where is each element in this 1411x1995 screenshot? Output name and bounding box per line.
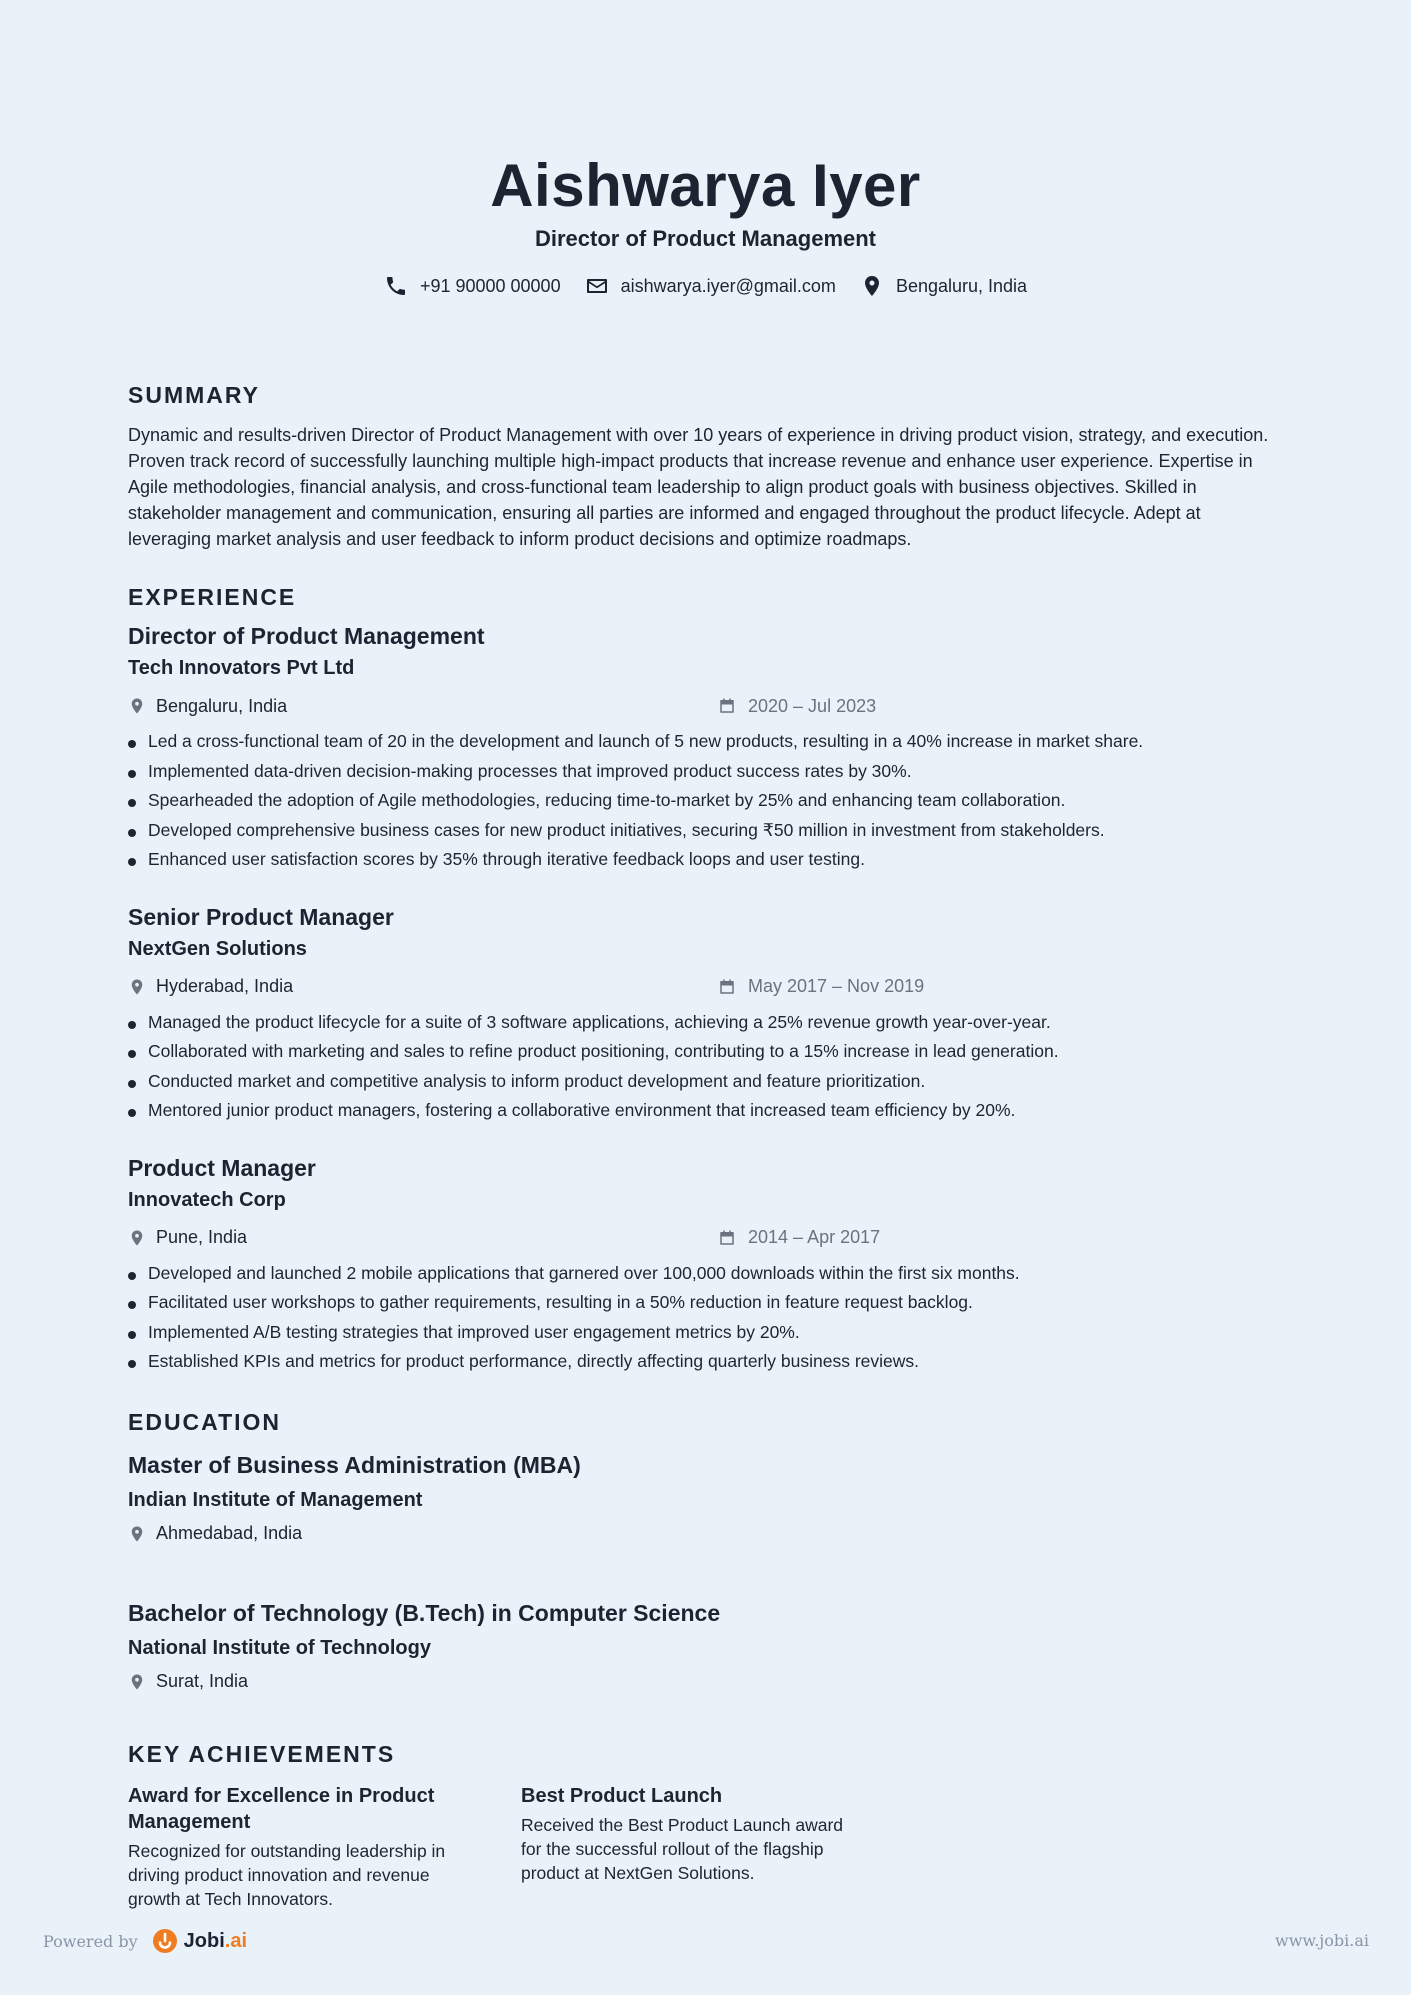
education-location-text: Ahmedabad, India <box>156 1523 303 1543</box>
job-meta <box>128 974 1288 1000</box>
achievements-section <box>128 1739 1288 1911</box>
job-title: Senior Product Manager <box>128 903 394 930</box>
summary-section <box>128 380 1288 552</box>
bullet-item: Mentored junior product managers, fostering a collaborative environment that increased team efficiency by 20%. <box>128 1096 1288 1126</box>
school-name: National Institute of Technology <box>128 1636 431 1659</box>
job-location <box>128 696 718 717</box>
candidate-name: Aishwarya Iyer <box>490 152 921 219</box>
map-pin-icon <box>128 978 146 996</box>
degree-title: Bachelor of Technology (B.Tech) in Computer Science <box>128 1599 721 1626</box>
company-name: Innovatech Corp <box>128 1188 286 1211</box>
brand-logo[interactable] <box>152 1928 247 1954</box>
contact-phone[interactable] <box>384 274 561 298</box>
bullet-item: Implemented A/B testing strategies that improved user engagement metrics by 20%. <box>128 1318 1288 1348</box>
job-bullets <box>128 727 1288 875</box>
achievement-card <box>521 1783 854 1911</box>
job-entry <box>128 1152 1288 1377</box>
bullet-item: Established KPIs and metrics for product performance, directly affecting quarterly business reviews. <box>128 1347 1288 1377</box>
bullet-item: Conducted market and competitive analysis to inform product development and feature prioritization. <box>128 1067 1288 1097</box>
bullet-item: Led a cross-functional team of 20 in the development and launch of 5 new products, resulting in a 40% increase in market share. <box>128 727 1288 757</box>
job-location-text: Hyderabad, India <box>156 976 294 996</box>
achievements-grid <box>128 1783 1288 1911</box>
calendar-icon <box>718 697 736 715</box>
job-meta <box>128 693 1288 719</box>
powered-by-footer <box>43 1928 247 1954</box>
company-name: Tech Innovators Pvt Ltd <box>128 657 355 679</box>
map-pin-icon <box>860 274 884 298</box>
brand-name-suffix: .ai <box>224 1929 248 1952</box>
calendar-icon <box>718 978 736 996</box>
achievement-title: Best Product Launch <box>521 1784 723 1807</box>
job-entry <box>128 901 1288 1126</box>
bullet-item: Enhanced user satisfaction scores by 35% through iterative feedback loops and user testing. <box>128 845 1288 875</box>
achievement-description: Received the Best Product Launch award for the successful rollout of the flagship product at NextGen Solutions. <box>521 1814 843 1883</box>
company-name: NextGen Solutions <box>128 937 307 960</box>
job-dates-text: 2014 – Apr 2017 <box>748 1227 881 1247</box>
education-location-text: Surat, India <box>156 1671 249 1691</box>
degree-title: Master of Business Administration (MBA) <box>128 1451 581 1478</box>
job-meta <box>128 1225 1288 1251</box>
job-dates <box>718 976 924 997</box>
summary-text: Dynamic and results-driven Director of Product Management with over 10 years of experience in driving product vision, strategy, and execution. Proven track record of successfully launching multiple high-impact products that increase revenue and enhance user experience. Expertise in Agile methodologies, financial analysis, and cross-functional team leadership to align product goals with business objectives. Skilled in stakeholder management and communication, ensuring all parties are informed and engaged throughout the product lifecycle. Adept at leveraging market analysis and user feedback to inform product decisions and optimize roadmaps. <box>128 425 1269 549</box>
education-meta <box>128 1521 1288 1547</box>
phone-icon <box>384 274 408 298</box>
experience-section <box>128 582 1288 1377</box>
job-title: Director of Product Management <box>128 623 485 649</box>
brand-name-main: Jobi <box>183 1929 225 1952</box>
email-address: aishwarya.iyer@gmail.com <box>620 275 836 296</box>
education-section <box>128 1407 1288 1695</box>
education-entry <box>128 1449 1288 1547</box>
education-location <box>128 1671 718 1692</box>
job-location <box>128 976 718 997</box>
map-pin-icon <box>128 1525 146 1543</box>
section-title-education: EDUCATION <box>128 1408 282 1435</box>
job-dates <box>718 696 876 717</box>
powered-by-label: Powered by <box>43 1931 138 1951</box>
candidate-headline: Director of Product Management <box>534 226 877 251</box>
bullet-item: Developed comprehensive business cases for new product initiatives, securing ₹50 million in investment from stakeholders. <box>128 816 1288 846</box>
job-location-text: Pune, India <box>156 1227 248 1247</box>
map-pin-icon <box>128 697 146 715</box>
phone-number: +91 90000 00000 <box>419 275 561 296</box>
contact-bar <box>0 274 1411 298</box>
job-dates-text: May 2017 – Nov 2019 <box>748 976 925 996</box>
map-pin-icon <box>128 1229 146 1247</box>
brand-name <box>184 1930 247 1953</box>
map-pin-icon <box>128 1673 146 1691</box>
job-entry <box>128 620 1288 875</box>
achievement-title: Award for Excellence in Product Management <box>128 1784 435 1833</box>
education-location <box>128 1523 718 1544</box>
job-bullets <box>128 1008 1288 1126</box>
jobi-logo-icon <box>152 1928 178 1954</box>
education-meta <box>128 1669 1288 1695</box>
job-dates <box>718 1227 880 1248</box>
section-title-summary: SUMMARY <box>128 382 260 408</box>
website-link[interactable]: www.jobi.ai <box>1275 1931 1369 1950</box>
contact-location <box>860 274 1027 298</box>
bullet-item: Managed the product lifecycle for a suite of 3 software applications, achieving a 25% revenue growth year-over-year. <box>128 1008 1288 1038</box>
job-title: Product Manager <box>128 1154 316 1181</box>
job-location <box>128 1227 718 1248</box>
school-name: Indian Institute of Management <box>128 1488 423 1511</box>
location-text: Bengaluru, India <box>895 275 1028 296</box>
mail-icon <box>585 274 609 298</box>
achievement-card <box>128 1783 461 1911</box>
calendar-icon <box>718 1229 736 1247</box>
bullet-item: Implemented data-driven decision-making processes that improved product success rates by 30%. <box>128 757 1288 787</box>
section-title-experience: EXPERIENCE <box>128 584 297 610</box>
bullet-item: Spearheaded the adoption of Agile methodologies, reducing time-to-market by 25% and enhancing team collaboration. <box>128 786 1288 816</box>
education-entry <box>128 1597 1288 1695</box>
resume-body <box>128 380 1288 1911</box>
section-title-achievements: KEY ACHIEVEMENTS <box>128 1740 396 1767</box>
achievement-description: Recognized for outstanding leadership in driving product innovation and revenue growth at Tech Innovators. <box>128 1840 446 1909</box>
bullet-item: Facilitated user workshops to gather requirements, resulting in a 50% reduction in feature request backlog. <box>128 1288 1288 1318</box>
bullet-item: Collaborated with marketing and sales to refine product positioning, contributing to a 15% increase in lead generation. <box>128 1037 1288 1067</box>
job-dates-text: 2020 – Jul 2023 <box>748 695 877 716</box>
job-location-text: Bengaluru, India <box>156 695 288 716</box>
resume-header <box>0 150 1411 298</box>
bullet-item: Developed and launched 2 mobile applications that garnered over 100,000 downloads within the first six months. <box>128 1259 1288 1289</box>
contact-email[interactable] <box>585 274 836 298</box>
job-bullets <box>128 1259 1288 1377</box>
